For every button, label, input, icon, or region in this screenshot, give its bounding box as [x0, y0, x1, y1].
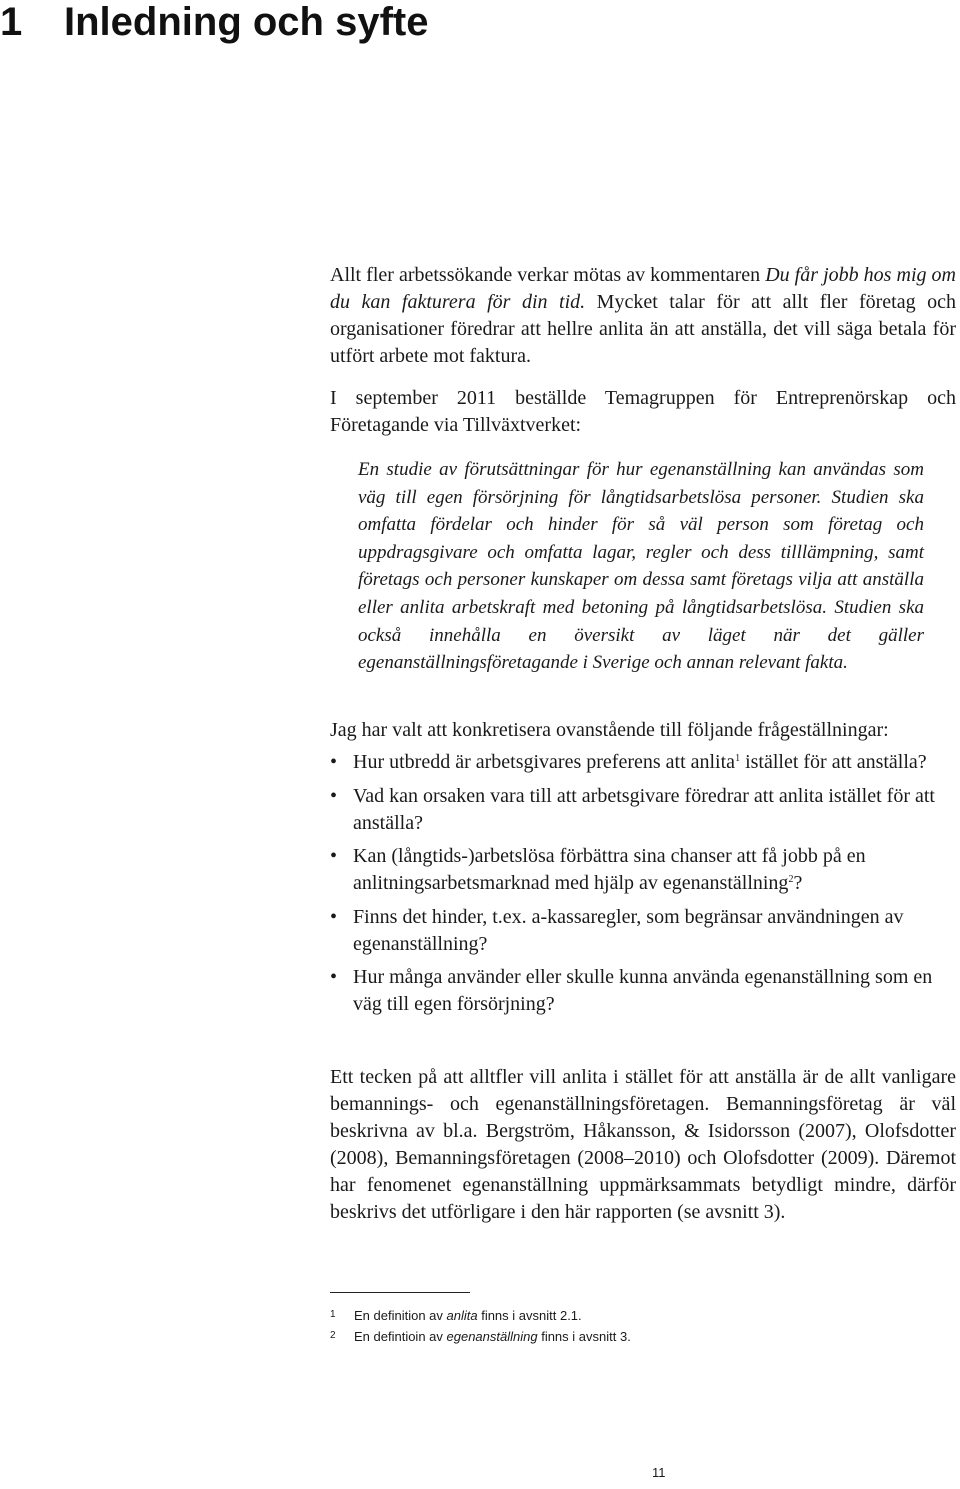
chapter-heading [0, 0, 428, 44]
footnote-term: egenanställning [446, 1329, 538, 1344]
bullet-icon: • [330, 905, 338, 928]
page-number: 11 [652, 1465, 666, 1480]
footnote-text: En defintioin av [354, 1329, 447, 1344]
intro-text-start: Allt fler arbetssökande verkar mötas av kommentaren [330, 264, 766, 286]
footnote-number: 2 [330, 1330, 336, 1341]
footnote-text: En definition av [354, 1308, 447, 1323]
assignment-paragraph: I september 2011 beställde Temagruppen för Entreprenörskap och Företagande via Tillväxtverket: [330, 387, 956, 436]
question-text: Hur många använder eller skulle kunna använda egenanställning som en väg till egen försörjning? [353, 966, 933, 1015]
intro-paragraph [330, 262, 956, 370]
question-text: Hur utbredd är arbetsgivares preferens att anlita [353, 751, 736, 773]
footnote-1 [330, 1307, 582, 1324]
question-text: istället för att anställa? [740, 751, 927, 773]
footnote-number: 1 [330, 1309, 336, 1320]
question-item [330, 749, 950, 776]
question-text: Finns det hinder, t.ex. a-kassaregler, som begränsar användningen av egenanställning? [353, 905, 904, 955]
question-text: Kan (långtids-)arbetslösa förbättra sina chanser att få jobb på en anlitningsarbetsmarknad med hjälp av egenanställning [353, 845, 866, 894]
chapter-title: Inledning och syfte [64, 0, 429, 44]
bullet-icon: • [330, 751, 338, 773]
footnote-divider [330, 1292, 470, 1293]
footnote-ref-1: 1 [735, 753, 741, 764]
footnote-term: anlita [446, 1308, 478, 1323]
question-item [330, 783, 950, 837]
footnote-2 [330, 1328, 631, 1345]
questions-intro: Jag har valt att konkretisera ovanstående till följande frågeställningar: [330, 719, 889, 741]
intro-text-end: Mycket talar för att allt fler företag och organisationer föredrar att hellre anlita än att anställa, det vill säga betala för utfört arbete mot faktura. [330, 291, 957, 367]
bullet-icon: • [330, 845, 338, 867]
bullet-icon: • [330, 784, 338, 807]
intro-quote-italic: Du får jobb hos mig om du kan fakturera för din tid. [330, 264, 956, 313]
assignment-quote: En studie av förutsättningar för hur egenanställning kan användas som väg till egen försörjning för långtidsarbetslösa personer. Studien ska omfatta fördelar och hinder för så väl person som företag och uppdragsgivare och omfatta lagar, regler och dess tilllämpning, samt företags och personer kunskaper om dessa samt företags vilja att anställa eller anlita arbetskraft med betoning på långtidsarbetslösa. Studien ska också innehålla en översikt av läget när det gäller egenanställningsföretagande i Sverige och annan relevant fakta. [358, 459, 924, 674]
chapter-number: 1 [0, 0, 23, 44]
question-item [330, 904, 950, 958]
question-list [330, 749, 950, 1025]
footnote-text: finns i avsnitt 2.1. [477, 1308, 582, 1323]
question-text: ? [793, 872, 803, 894]
footnote-ref-2: 2 [788, 874, 794, 885]
staffing-paragraph: Ett tecken på att alltfler vill anlita i stället för att anställa är de allt vanligare bemannings- och egenanställningsföretagen. Bemanningsföretag är väl beskrivna av bl.a. Bergström, Håkansson, & Isidorsson (2007), Olofsdotter (2008), Bemanningsföretagen (2008–2010) och Olofsdotter (2009). Däremot har fenomenet egenanställning uppmärksammats betydligt mindre, därför beskrivs det utförligare i den här rapporten (se avsnitt 3). [330, 1066, 956, 1223]
question-item [330, 843, 950, 897]
footnote-text: finns i avsnitt 3. [537, 1329, 631, 1344]
bullet-icon: • [330, 966, 338, 988]
question-text: Vad kan orsaken vara till att arbetsgivare föredrar att anlita istället för att anställa? [353, 784, 935, 834]
question-item [330, 964, 950, 1018]
